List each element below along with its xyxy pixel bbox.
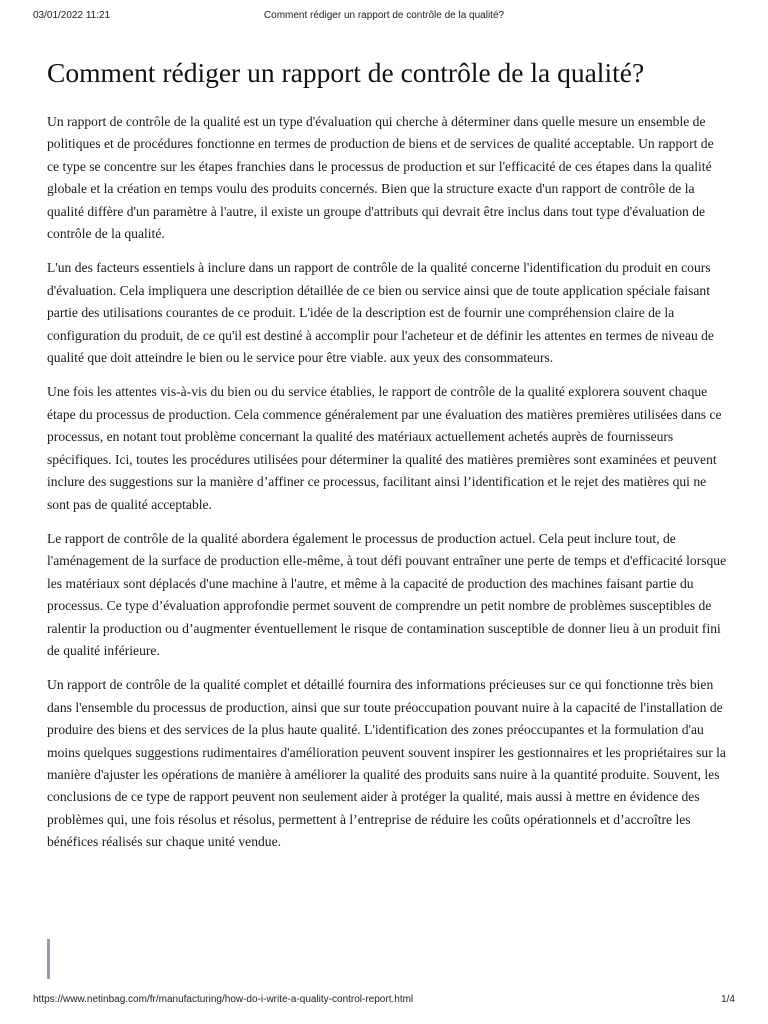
- article-paragraph-4: Le rapport de contrôle de la qualité abordera également le processus de production actuel. Cela peut inclure tout, de l'aménagement de la surface de production elle-même, à tout défi pouvant entraîner une perte de temps et d'efficacité lorsque les matériaux sont déplacés d'une machine à l'autre, et même à la capacité de production des machines faisant partie du processus. Ce type d’évaluation approfondie permet souvent de comprendre un petit nombre de problèmes susceptibles de ralentir la production ou d’augmenter éventuellement le risque de contamination susceptible de donner lieu à un produit fini de qualité inférieure.: [47, 530, 727, 658]
- article-paragraph-5: Un rapport de contrôle de la qualité complet et détaillé fournira des informations précieuses sur ce qui fonctionne très bien dans l'ensemble du processus de production, ainsi que sur toute préoccupation pouvant nuire à la capacité de l'installation de produire des biens et des services de la plus haute qualité. L'identification des zones préoccupantes et la formulation d'au moins quelques suggestions rudimentaires d'amélioration peuvent souvent inspirer les gestionnaires et les propriétaires sur la manière d'ajuster les opérations de manière à améliorer la qualité des produits sans nuire à la quantité produite. Souvent, les conclusions de ce type de rapport peuvent non seulement aider à protéger la qualité, mais aussi à mettre en évidence des problèmes qui, une fois résolus et résolus, permettent à l’entreprise de réduire les coûts opérationnels et d’accroître les bénéfices réalisés sur chaque unité vendue.: [47, 677, 726, 850]
- article-title: Comment rédiger un rapport de contrôle de la qualité?: [47, 57, 645, 88]
- print-datetime: 03/01/2022 11:21: [33, 10, 111, 21]
- print-page-title: Comment rédiger un rapport de contrôle de la qualité?: [263, 10, 505, 21]
- print-header: [33, 10, 735, 24]
- print-footer: [33, 994, 735, 1008]
- print-page-number: 1/4: [721, 994, 735, 1005]
- article: [47, 55, 727, 866]
- print-url: https://www.netinbag.com/fr/manufacturing/how-do-i-write-a-quality-control-report.html: [33, 994, 414, 1005]
- article-paragraph-1: Un rapport de contrôle de la qualité est un type d'évaluation qui cherche à déterminer dans quelle mesure un ensemble de politiques et de procédures fonctionne en termes de production de biens et de services de qualité acceptable. Un rapport de ce type se concentre sur les étapes franchies dans le processus de production et sur l'efficacité de ces étapes dans la qualité globale et la création en temps voulu des produits concernés. Bien que la structure exacte d'un rapport de contrôle de la qualité diffère d'un paramètre à l'autre, il existe un groupe d'attributs qui devrait être inclus dans tout type d'évaluation de contrôle de la qualité.: [47, 114, 714, 242]
- quote-bar-divider: [47, 939, 50, 979]
- article-paragraph-2: L'un des facteurs essentiels à inclure dans un rapport de contrôle de la qualité concerne l'identification du produit en cours d'évaluation. Cela impliquera une description détaillée de ce bien ou service ainsi que de toute application spéciale faisant partie des utilisations courantes de ce produit. L'idée de la description est de fournir une compréhension claire de la configuration du produit, de ce qu'il est destiné à accomplir pour l'acheteur et de définir les attentes en termes de niveau de qualité que doit atteindre le bien ou le service pour être viable. aux yeux des consommateurs.: [47, 260, 714, 366]
- article-paragraph-3: Une fois les attentes vis-à-vis du bien ou du service établies, le rapport de contrôle de la qualité explorera souvent chaque étape du processus de production. Cela commence généralement par une évaluation des matières premières utilisées dans ce processus, en notant tout problème concernant la qualité des matériaux actuellement achetés auprès de fournisseurs spécifiques. Ici, toutes les procédures utilisées pour déterminer la qualité des matières premières sont examinées et peuvent inclure des suggestions sur la manière d’affiner ce processus, facilitant ainsi l’identification et le rejet des matières qui ne sont pas de qualité acceptable.: [47, 384, 722, 512]
